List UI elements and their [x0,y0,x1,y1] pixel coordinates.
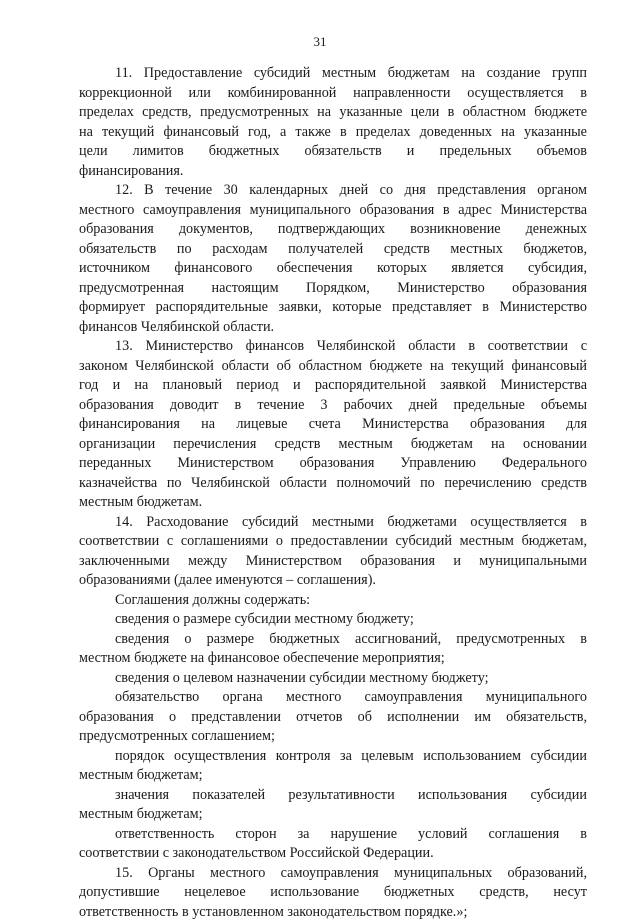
text-line: пределах средств, предусмотренных на указанные цели в областном бюджете [79,103,587,123]
text-line: предусмотренных соглашением; [79,727,587,747]
text-line: 15. Органы местного самоуправления муниципальных образований, [79,864,587,884]
paragraph-item-5 [79,747,587,786]
text-line: 14. Расходование субсидий местными бюджетами осуществляется в [79,513,587,533]
paragraph-item-6 [79,786,587,825]
document-body [79,64,587,922]
text-line: формирует распорядительные заявки, которые представляет в Министерство [79,298,587,318]
text-line: местным бюджетам. [79,493,587,513]
text-line: 12. В течение 30 календарных дней со дня представления органом [79,181,587,201]
text-line: переданных Министерством образования Управлению Федерального [79,454,587,474]
text-line: сведения о размере субсидии местному бюджету; [79,610,587,630]
text-line: источником финансового обеспечения которых является субсидия, [79,259,587,279]
text-line: финансирования. [79,162,587,182]
text-line: значения показателей результативности использования субсидии [79,786,587,806]
text-line: цели лимитов бюджетных обязательств и предельных объемов [79,142,587,162]
text-line: казначейства по Челябинской области полномочий по перечислению средств [79,474,587,494]
text-line: местном бюджете на финансовое обеспечение мероприятия; [79,649,587,669]
text-line: образования о представлении отчетов об исполнении им обязательств, [79,708,587,728]
paragraph-p15 [79,864,587,922]
text-line: образования доводит в течение 3 рабочих дней предельные объемы [79,396,587,416]
text-line: коррекционной или комбинированной направленности осуществляется в [79,84,587,104]
paragraph-item-1 [79,610,587,630]
text-line: местным бюджетам; [79,766,587,786]
text-line: сведения о целевом назначении субсидии местному бюджету; [79,669,587,689]
text-line: предусмотренная настоящим Порядком, Министерство образования [79,279,587,299]
paragraph-p14 [79,513,587,591]
text-line: законом Челябинской области об областном бюджете на текущий финансовый [79,357,587,377]
text-line: финансов Челябинской области. [79,318,587,338]
text-line: сведения о размере бюджетных ассигнований, предусмотренных в [79,630,587,650]
text-line: организации перечисления средств местным бюджетам на основании [79,435,587,455]
page-number: 31 [0,32,640,52]
paragraph-item-2 [79,630,587,669]
text-line: заключенными между Министерством образования и муниципальными [79,552,587,572]
paragraph-item-7 [79,825,587,864]
text-line: ответственность сторон за нарушение условий соглашения в [79,825,587,845]
paragraph-p-agreements [79,591,587,611]
text-line: финансирования на лицевые счета Министерства образования для [79,415,587,435]
paragraph-p12 [79,181,587,337]
text-line: образованиями (далее именуются – соглашения). [79,571,587,591]
text-line: порядок осуществления контроля за целевым использованием субсидии [79,747,587,767]
text-line: на текущий финансовый год, а также в пределах доведенных на указанные [79,123,587,143]
text-line: местным бюджетам; [79,805,587,825]
text-line: обязательство органа местного самоуправления муниципального [79,688,587,708]
text-line: соответствии с соглашениями о предоставлении субсидий местным бюджетам, [79,532,587,552]
text-line: соответствии с законодательством Российской Федерации. [79,844,587,864]
paragraph-p11 [79,64,587,181]
text-line: ответственность в установленном законодательством порядке.»; [79,903,587,922]
text-line: 13. Министерство финансов Челябинской области в соответствии с [79,337,587,357]
text-line: обязательств по расходам получателей средств местных бюджетов, [79,240,587,260]
text-line: год и на плановый период и распорядительной заявкой Министерства [79,376,587,396]
paragraph-item-4 [79,688,587,747]
paragraph-p13 [79,337,587,513]
paragraph-item-3 [79,669,587,689]
text-line: допустившие нецелевое использование бюджетных средств, несут [79,883,587,903]
text-line: Соглашения должны содержать: [79,591,587,611]
text-line: образования документов, подтверждающих возникновение денежных [79,220,587,240]
text-line: местного самоуправления муниципального образования в адрес Министерства [79,201,587,221]
text-line: 11. Предоставление субсидий местным бюджетам на создание групп [79,64,587,84]
